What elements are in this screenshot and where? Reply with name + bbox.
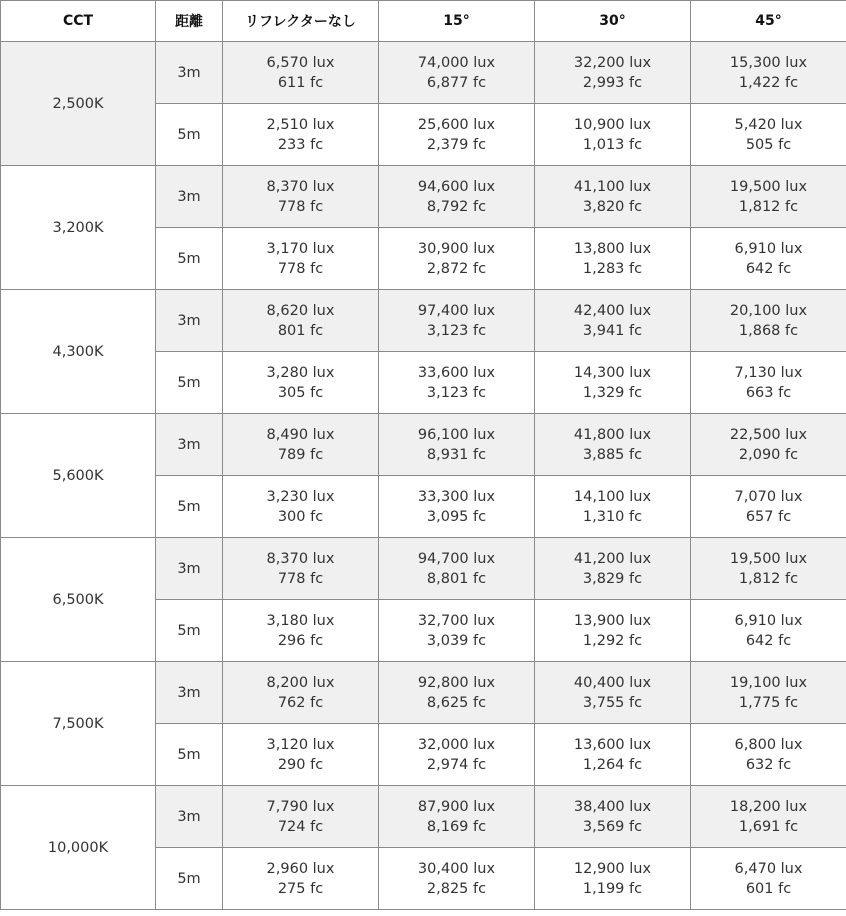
table-row (1, 786, 846, 848)
lux-value: 14,100 lux (573, 488, 652, 505)
lux-value: 19,500 lux (729, 550, 808, 567)
lux-value: 12,900 lux (573, 860, 652, 877)
value-cell-45-degree (691, 42, 846, 104)
fc-value: 1,283 fc (582, 260, 643, 277)
value-cell-30-degree (535, 538, 691, 600)
lux-value: 41,800 lux (573, 426, 652, 443)
table-row (1, 414, 846, 476)
lux-value: 13,800 lux (573, 240, 652, 257)
fc-value: 296 fc (277, 632, 324, 649)
lux-value: 6,470 lux (734, 860, 803, 877)
lux-value: 30,400 lux (417, 860, 496, 877)
value-cell-45-degree (691, 414, 846, 476)
value-cell-15-degree (379, 290, 535, 352)
lux-value: 41,200 lux (573, 550, 652, 567)
header-45-degree: 45° (691, 1, 846, 42)
fc-value: 3,039 fc (426, 632, 487, 649)
value-cell-45-degree (691, 476, 846, 538)
lux-value: 19,500 lux (729, 178, 808, 195)
value-cell-45-degree (691, 786, 846, 848)
lux-value: 94,600 lux (417, 178, 496, 195)
fc-value: 275 fc (277, 880, 324, 897)
table-row (1, 662, 846, 724)
lux-value: 3,120 lux (266, 736, 335, 753)
fc-value: 3,941 fc (582, 322, 643, 339)
header-no-reflector: リフレクターなし (223, 1, 379, 42)
value-cell-45-degree (691, 662, 846, 724)
lux-value: 3,170 lux (266, 240, 335, 257)
fc-value: 1,812 fc (738, 570, 799, 587)
cct-cell: 3,200K (1, 166, 156, 290)
fc-value: 2,090 fc (738, 446, 799, 463)
lux-value: 40,400 lux (573, 674, 652, 691)
lux-value: 3,280 lux (266, 364, 335, 381)
fc-value: 663 fc (745, 384, 792, 401)
value-cell-no-reflector (223, 290, 379, 352)
lux-value: 97,400 lux (417, 302, 496, 319)
value-cell-45-degree (691, 724, 846, 786)
header-distance: 距離 (156, 1, 223, 42)
fc-value: 6,877 fc (426, 74, 487, 91)
value-cell-15-degree (379, 662, 535, 724)
fc-value: 305 fc (277, 384, 324, 401)
lux-value: 8,490 lux (266, 426, 335, 443)
value-cell-15-degree (379, 414, 535, 476)
fc-value: 1,329 fc (582, 384, 643, 401)
value-cell-30-degree (535, 848, 691, 910)
header-cct: CCT (1, 1, 156, 42)
fc-value: 505 fc (745, 136, 792, 153)
fc-value: 1,691 fc (738, 818, 799, 835)
fc-value: 290 fc (277, 756, 324, 773)
lux-value: 8,200 lux (266, 674, 335, 691)
value-cell-15-degree (379, 476, 535, 538)
fc-value: 2,974 fc (426, 756, 487, 773)
lux-value: 25,600 lux (417, 116, 496, 133)
lux-value: 14,300 lux (573, 364, 652, 381)
value-cell-15-degree (379, 104, 535, 166)
fc-value: 1,868 fc (738, 322, 799, 339)
table-row (1, 290, 846, 352)
value-cell-15-degree (379, 42, 535, 104)
value-cell-30-degree (535, 724, 691, 786)
fc-value: 3,820 fc (582, 198, 643, 215)
distance-cell: 5m (156, 600, 223, 662)
lux-value: 2,960 lux (266, 860, 335, 877)
lux-value: 7,070 lux (734, 488, 803, 505)
lux-value: 7,790 lux (266, 798, 335, 815)
fc-value: 1,422 fc (738, 74, 799, 91)
lux-value: 92,800 lux (417, 674, 496, 691)
fc-value: 3,755 fc (582, 694, 643, 711)
fc-value: 724 fc (277, 818, 324, 835)
lux-value: 87,900 lux (417, 798, 496, 815)
value-cell-no-reflector (223, 786, 379, 848)
cct-cell: 2,500K (1, 42, 156, 166)
lux-value: 20,100 lux (729, 302, 808, 319)
lux-value: 33,600 lux (417, 364, 496, 381)
value-cell-15-degree (379, 538, 535, 600)
distance-cell: 5m (156, 104, 223, 166)
table-row (1, 538, 846, 600)
lux-value: 6,570 lux (266, 54, 335, 71)
fc-value: 632 fc (745, 756, 792, 773)
fc-value: 3,829 fc (582, 570, 643, 587)
value-cell-15-degree (379, 228, 535, 290)
fc-value: 778 fc (277, 198, 324, 215)
fc-value: 300 fc (277, 508, 324, 525)
fc-value: 8,625 fc (426, 694, 487, 711)
table-row (1, 166, 846, 228)
header-30-degree: 30° (535, 1, 691, 42)
lux-value: 6,800 lux (734, 736, 803, 753)
fc-value: 2,872 fc (426, 260, 487, 277)
lux-value: 33,300 lux (417, 488, 496, 505)
value-cell-no-reflector (223, 724, 379, 786)
value-cell-no-reflector (223, 600, 379, 662)
distance-cell: 5m (156, 228, 223, 290)
value-cell-15-degree (379, 724, 535, 786)
fc-value: 3,569 fc (582, 818, 643, 835)
value-cell-no-reflector (223, 414, 379, 476)
cct-cell: 4,300K (1, 290, 156, 414)
lux-value: 38,400 lux (573, 798, 652, 815)
header-row (1, 1, 846, 42)
value-cell-30-degree (535, 476, 691, 538)
value-cell-30-degree (535, 290, 691, 352)
distance-cell: 3m (156, 662, 223, 724)
fc-value: 801 fc (277, 322, 324, 339)
lux-value: 3,230 lux (266, 488, 335, 505)
lux-value: 13,900 lux (573, 612, 652, 629)
value-cell-no-reflector (223, 228, 379, 290)
distance-cell: 3m (156, 290, 223, 352)
value-cell-30-degree (535, 352, 691, 414)
value-cell-45-degree (691, 538, 846, 600)
value-cell-45-degree (691, 848, 846, 910)
fc-value: 8,792 fc (426, 198, 487, 215)
lux-value: 13,600 lux (573, 736, 652, 753)
cct-cell: 5,600K (1, 414, 156, 538)
fc-value: 762 fc (277, 694, 324, 711)
value-cell-30-degree (535, 228, 691, 290)
lux-value: 96,100 lux (417, 426, 496, 443)
value-cell-no-reflector (223, 104, 379, 166)
cct-cell: 10,000K (1, 786, 156, 910)
lux-value: 3,180 lux (266, 612, 335, 629)
fc-value: 1,812 fc (738, 198, 799, 215)
value-cell-30-degree (535, 414, 691, 476)
distance-cell: 3m (156, 414, 223, 476)
distance-cell: 3m (156, 42, 223, 104)
distance-cell: 5m (156, 848, 223, 910)
fc-value: 778 fc (277, 570, 324, 587)
lux-value: 42,400 lux (573, 302, 652, 319)
fc-value: 3,885 fc (582, 446, 643, 463)
value-cell-30-degree (535, 786, 691, 848)
value-cell-45-degree (691, 228, 846, 290)
fc-value: 3,095 fc (426, 508, 487, 525)
fc-value: 233 fc (277, 136, 324, 153)
value-cell-no-reflector (223, 476, 379, 538)
value-cell-15-degree (379, 352, 535, 414)
table-body (1, 42, 846, 910)
value-cell-30-degree (535, 166, 691, 228)
value-cell-30-degree (535, 600, 691, 662)
fc-value: 1,310 fc (582, 508, 643, 525)
value-cell-30-degree (535, 42, 691, 104)
distance-cell: 5m (156, 476, 223, 538)
cct-cell: 6,500K (1, 538, 156, 662)
lux-value: 10,900 lux (573, 116, 652, 133)
value-cell-30-degree (535, 104, 691, 166)
cct-cell: 7,500K (1, 662, 156, 786)
lux-value: 41,100 lux (573, 178, 652, 195)
fc-value: 8,169 fc (426, 818, 487, 835)
value-cell-45-degree (691, 104, 846, 166)
distance-cell: 5m (156, 724, 223, 786)
distance-cell: 3m (156, 166, 223, 228)
lux-value: 2,510 lux (266, 116, 335, 133)
lux-value: 30,900 lux (417, 240, 496, 257)
value-cell-15-degree (379, 848, 535, 910)
distance-cell: 3m (156, 786, 223, 848)
fc-value: 1,264 fc (582, 756, 643, 773)
fc-value: 601 fc (745, 880, 792, 897)
value-cell-45-degree (691, 600, 846, 662)
fc-value: 1,199 fc (582, 880, 643, 897)
value-cell-no-reflector (223, 848, 379, 910)
value-cell-15-degree (379, 786, 535, 848)
lux-value: 8,370 lux (266, 550, 335, 567)
value-cell-45-degree (691, 352, 846, 414)
fc-value: 1,013 fc (582, 136, 643, 153)
lux-value: 32,200 lux (573, 54, 652, 71)
fc-value: 642 fc (745, 632, 792, 649)
fc-value: 8,931 fc (426, 446, 487, 463)
fc-value: 1,292 fc (582, 632, 643, 649)
distance-cell: 5m (156, 352, 223, 414)
fc-value: 642 fc (745, 260, 792, 277)
lux-value: 94,700 lux (417, 550, 496, 567)
table-row (1, 42, 846, 104)
fc-value: 611 fc (277, 74, 324, 91)
value-cell-no-reflector (223, 538, 379, 600)
fc-value: 778 fc (277, 260, 324, 277)
value-cell-45-degree (691, 290, 846, 352)
fc-value: 657 fc (745, 508, 792, 525)
fc-value: 3,123 fc (426, 322, 487, 339)
header-15-degree: 15° (379, 1, 535, 42)
distance-cell: 3m (156, 538, 223, 600)
value-cell-30-degree (535, 662, 691, 724)
value-cell-no-reflector (223, 662, 379, 724)
value-cell-no-reflector (223, 42, 379, 104)
lux-value: 8,370 lux (266, 178, 335, 195)
lux-value: 32,700 lux (417, 612, 496, 629)
lux-value: 8,620 lux (266, 302, 335, 319)
value-cell-15-degree (379, 600, 535, 662)
lux-value: 19,100 lux (729, 674, 808, 691)
fc-value: 8,801 fc (426, 570, 487, 587)
fc-value: 789 fc (277, 446, 324, 463)
fc-value: 1,775 fc (738, 694, 799, 711)
fc-value: 2,825 fc (426, 880, 487, 897)
lux-value: 6,910 lux (734, 240, 803, 257)
fc-value: 2,379 fc (426, 136, 487, 153)
lux-value: 5,420 lux (734, 116, 803, 133)
lux-value: 6,910 lux (734, 612, 803, 629)
fc-value: 2,993 fc (582, 74, 643, 91)
lux-value: 74,000 lux (417, 54, 496, 71)
fc-value: 3,123 fc (426, 384, 487, 401)
value-cell-no-reflector (223, 166, 379, 228)
value-cell-no-reflector (223, 352, 379, 414)
lux-value: 7,130 lux (734, 364, 803, 381)
value-cell-15-degree (379, 166, 535, 228)
lux-value: 32,000 lux (417, 736, 496, 753)
value-cell-45-degree (691, 166, 846, 228)
lux-value: 18,200 lux (729, 798, 808, 815)
lux-value: 15,300 lux (729, 54, 808, 71)
lux-value: 22,500 lux (729, 426, 808, 443)
